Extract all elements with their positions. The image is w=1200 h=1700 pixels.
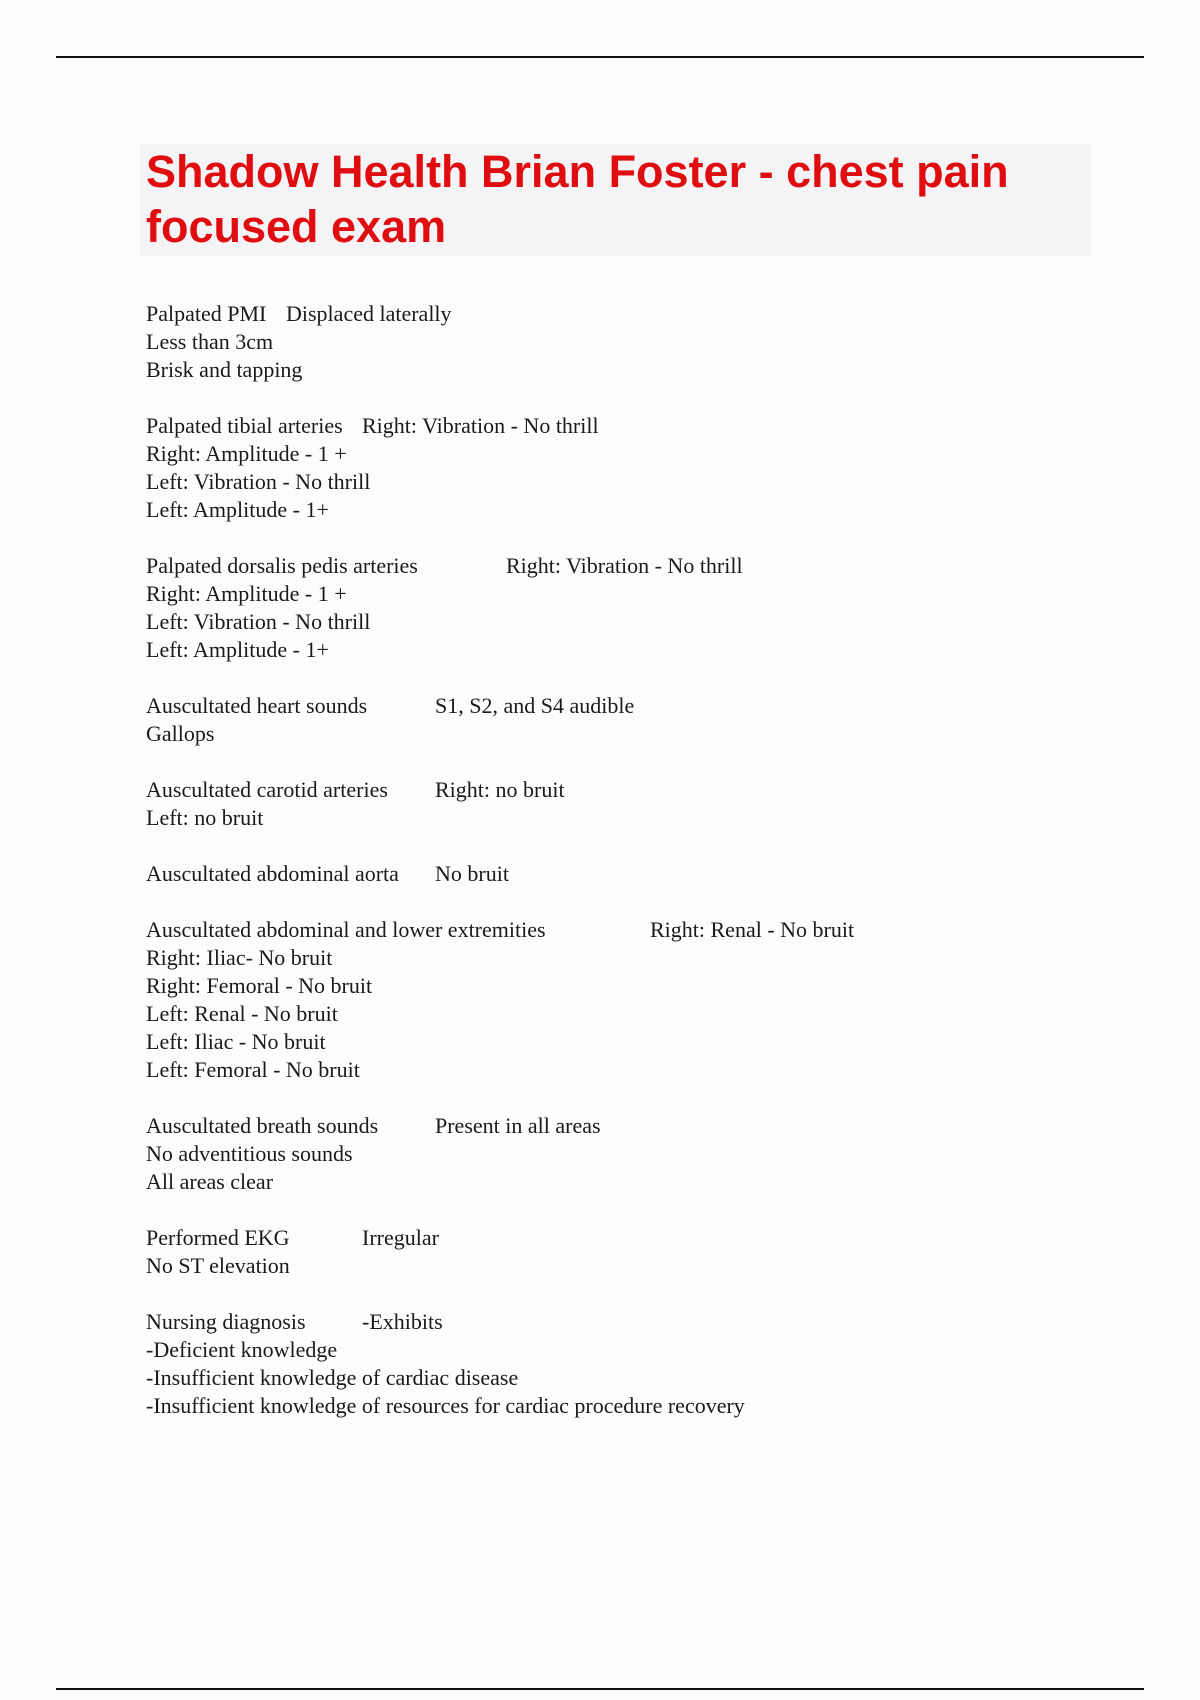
- finding-value: Irregular: [362, 1225, 439, 1250]
- finding-line: Right: Iliac- No bruit: [146, 945, 333, 970]
- finding-heart-sounds: [146, 692, 1106, 748]
- finding-line: All areas clear: [146, 1169, 274, 1194]
- finding-breath-sounds: [146, 1112, 1106, 1196]
- finding-line: Left: Iliac - No bruit: [146, 1029, 326, 1054]
- top-rule: [56, 56, 1144, 58]
- finding-nursing-diagnosis: [146, 1308, 1106, 1420]
- finding-value: Right: Renal - No bruit: [650, 917, 855, 942]
- finding-line: Right: Femoral - No bruit: [146, 973, 373, 998]
- finding-label: Nursing diagnosis: [146, 1309, 306, 1334]
- finding-line: Left: Femoral - No bruit: [146, 1057, 360, 1082]
- finding-line: No ST elevation: [146, 1253, 290, 1278]
- finding-label: Palpated tibial arteries: [146, 413, 343, 438]
- finding-line: Left: Amplitude - 1+: [146, 637, 329, 662]
- finding-label: Auscultated carotid arteries: [146, 777, 388, 802]
- bottom-rule: [56, 1688, 1144, 1690]
- document-title: Shadow Health Brian Foster - chest pain focused exam: [146, 146, 1009, 252]
- finding-line: Left: Vibration - No thrill: [146, 609, 371, 634]
- finding-value: No bruit: [435, 861, 509, 886]
- finding-label: Auscultated breath sounds: [146, 1113, 379, 1138]
- finding-value: Right: Vibration - No thrill: [362, 413, 599, 438]
- finding-line: Left: Renal - No bruit: [146, 1001, 338, 1026]
- finding-line: Gallops: [146, 721, 215, 746]
- finding-line: No adventitious sounds: [146, 1141, 353, 1166]
- finding-ekg: [146, 1224, 1106, 1280]
- finding-line: Left: no bruit: [146, 805, 264, 830]
- finding-abdominal-aorta: [146, 860, 1106, 888]
- finding-dorsalis-pedis-arteries: [146, 552, 1106, 664]
- finding-value: Present in all areas: [435, 1113, 601, 1138]
- finding-line: -Deficient knowledge: [146, 1337, 338, 1362]
- finding-value: Right: Vibration - No thrill: [506, 553, 743, 578]
- finding-label: Palpated PMI: [146, 301, 267, 326]
- finding-label: Palpated dorsalis pedis arteries: [146, 553, 418, 578]
- finding-line: Less than 3cm: [146, 329, 274, 354]
- finding-label: Performed EKG: [146, 1225, 290, 1250]
- finding-value: Displaced laterally: [286, 301, 452, 326]
- finding-label: Auscultated abdominal and lower extremities: [146, 917, 546, 942]
- finding-tibial-arteries: [146, 412, 1106, 524]
- finding-label: Auscultated abdominal aorta: [146, 861, 399, 886]
- finding-line: -Insufficient knowledge of cardiac disease: [146, 1365, 519, 1390]
- finding-value: S1, S2, and S4 audible: [435, 693, 635, 718]
- finding-line: Left: Amplitude - 1+: [146, 497, 329, 522]
- finding-pmi: [146, 300, 1106, 384]
- finding-carotid-arteries: [146, 776, 1106, 832]
- finding-label: Auscultated heart sounds: [146, 693, 368, 718]
- finding-value: -Exhibits: [362, 1309, 443, 1334]
- exam-findings: [146, 300, 1106, 1448]
- finding-line: -Insufficient knowledge of resources for cardiac procedure recovery: [146, 1393, 745, 1418]
- finding-line: Right: Amplitude - 1 +: [146, 441, 347, 466]
- finding-abdominal-lower-extremities: [146, 916, 1106, 1084]
- finding-line: Left: Vibration - No thrill: [146, 469, 371, 494]
- finding-line: Brisk and tapping: [146, 357, 303, 382]
- finding-value: Right: no bruit: [435, 777, 565, 802]
- finding-line: Right: Amplitude - 1 +: [146, 581, 347, 606]
